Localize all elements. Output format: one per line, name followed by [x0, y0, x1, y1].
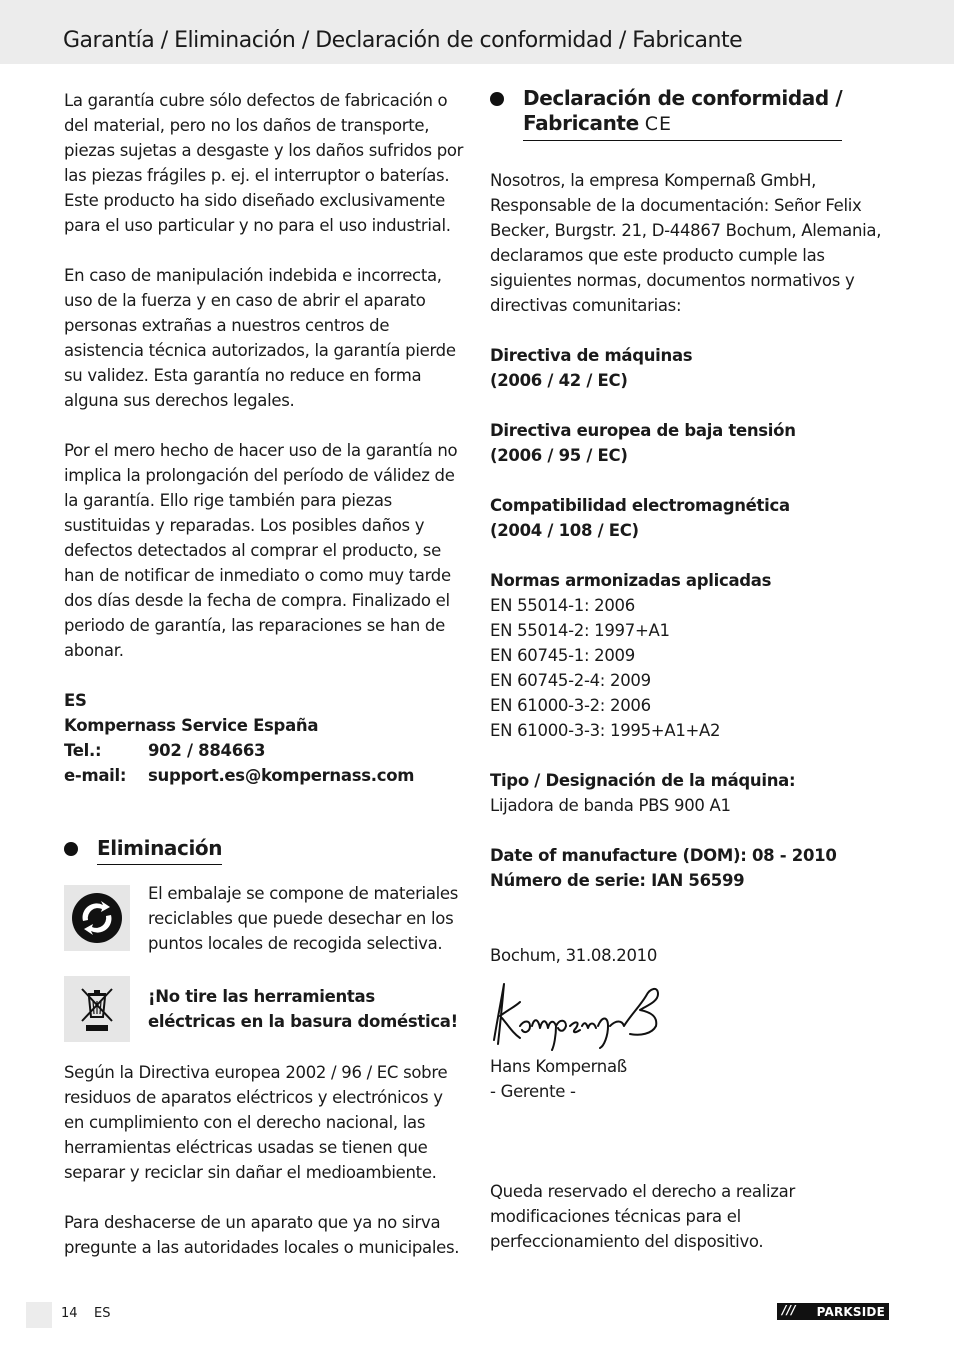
service-contact	[64, 688, 464, 788]
norm-item: EN 60745-2-4: 2009	[490, 671, 651, 690]
left-column	[64, 88, 464, 1260]
page-header	[0, 0, 954, 64]
parkside-logo	[777, 1303, 889, 1320]
directive-paragraph: Según la Directiva europea 2002 / 96 / EC sobre residuos de aparatos eléctricos y electrónicos y en cumplimiento con el derecho nacional, las herramientas eléctricas usadas se tienen que separar y reciclar sin dañar el medioambiente.	[64, 1063, 448, 1182]
norms-title: Normas armonizadas aplicadas	[490, 571, 772, 590]
ce-mark-icon: CE	[644, 113, 673, 135]
declaration-title-line2: Fabricante CE	[523, 111, 673, 135]
norm-item: EN 55014-1: 2006	[490, 596, 635, 615]
norm-item: EN 60745-1: 2009	[490, 646, 635, 665]
disposal-section-title	[64, 836, 464, 865]
declaration-title	[523, 86, 842, 141]
machine-type-value: Lijadora de banda PBS 900 A1	[490, 796, 731, 815]
recycle-text: El embalaje se compone de materiales reciclables que puede desechar en los puntos locales de recogida selectiva.	[148, 884, 459, 953]
signature-role: - Gerente -	[490, 1082, 576, 1101]
crossed-out-bin-icon	[64, 976, 130, 1042]
signature-name: Hans Kompernaß	[490, 1057, 627, 1076]
contact-tel-row	[64, 738, 464, 763]
weee-warning: ¡No tire las herramientas eléctricas en la basura doméstica!	[148, 987, 458, 1031]
page-number-box	[26, 1302, 52, 1328]
warranty-paragraph-3: Por el mero hecho de hacer uso de la garantía no implica la prolongación del período de válidez de la garantía. Ello rige también para piezas sustituidas y reparadas. Los posibles daños y defectos detectados al comprar el producto, se han de notificar de inmediato o como muy tarde dos días desde la fecha de compra. Finalizado el periodo de garantía, las reparaciones se han de abonar.	[64, 441, 458, 660]
authorities-paragraph: Para deshacerse de un aparato que ya no sirva pregunte a las autoridades locales o municipales.	[64, 1213, 460, 1257]
page-number: 14	[61, 1306, 78, 1321]
norm-item: EN 61000-3-2: 2006	[490, 696, 651, 715]
contact-email-row	[64, 763, 464, 788]
warranty-paragraph-1: La garantía cubre sólo defectos de fabricación o del material, pero no los daños de transporte, piezas sujetas a desgaste y los daños sufridos por las piezas frágiles p. ej. el interruptor o baterías. Este producto ha sido diseñado exclusivamente para el uso particular y no para el uso industrial.	[64, 91, 464, 235]
weee-row	[64, 976, 464, 1042]
right-column	[490, 86, 894, 1254]
bullet-dot-icon	[64, 842, 78, 856]
page-title: Garantía / Eliminación / Declaración de conformidad / Fabricante	[63, 28, 743, 53]
bullet-dot-icon	[490, 92, 504, 106]
serial-number: Número de serie: IAN 56599	[490, 871, 745, 890]
directive-low-voltage: Directiva europea de baja tensión (2006 / 95 / EC)	[490, 421, 796, 465]
declaration-intro: Nosotros, la empresa Kompernaß GmbH, Responsable de la documentación: Señor Felix Becker, Burgstr. 21, D-44867 Bochum, Alemania, declaramos que este producto cumple las siguientes normas, documentos normativos y directivas comunitarias:	[490, 171, 882, 315]
machine-type-label: Tipo / Designación de la máquina:	[490, 771, 796, 790]
language-code: ES	[94, 1306, 111, 1321]
contact-company: Kompernass Service España	[64, 716, 319, 735]
reserved-rights-note: Queda reservado el derecho a realizar modificaciones técnicas para el perfeccionamiento del dispositivo.	[490, 1182, 795, 1251]
declaration-section-title	[490, 86, 894, 141]
logo-text: PARKSIDE	[816, 1304, 885, 1319]
contact-tel-value: 902 / 884663	[148, 741, 266, 760]
contact-country: ES	[64, 691, 87, 710]
declaration-title-line1: Declaración de conformidad /	[523, 86, 843, 110]
harmonized-norms	[490, 568, 894, 743]
recycle-row	[64, 885, 464, 956]
norm-item: EN 55014-2: 1997+A1	[490, 621, 670, 640]
directive-emc: Compatibilidad electromagnética (2004 / 108 / EC)	[490, 496, 790, 540]
place-date: Bochum, 31.08.2010	[490, 946, 658, 965]
date-of-manufacture: Date of manufacture (DOM): 08 - 2010	[490, 846, 837, 865]
directive-machines: Directiva de máquinas (2006 / 42 / EC)	[490, 346, 693, 390]
contact-email-value: support.es@kompernass.com	[148, 766, 415, 785]
warranty-paragraph-2: En caso de manipulación indebida e incorrecta, uso de la fuerza y en caso de abrir el aparato personas extrañas a nuestros centros de asistencia técnica autorizados, la garantía pierde su validez. Esta garantía no reduce en forma alguna sus derechos legales.	[64, 266, 456, 410]
logo-slashes: ///	[782, 1303, 796, 1317]
signature-image	[490, 976, 690, 1052]
norm-item: EN 61000-3-3: 1995+A1+A2	[490, 721, 721, 740]
disposal-title: Eliminación	[97, 836, 222, 865]
contact-email-label: e-mail:	[64, 766, 127, 785]
contact-tel-label: Tel.:	[64, 741, 102, 760]
green-dot-recycle-icon	[64, 885, 130, 951]
